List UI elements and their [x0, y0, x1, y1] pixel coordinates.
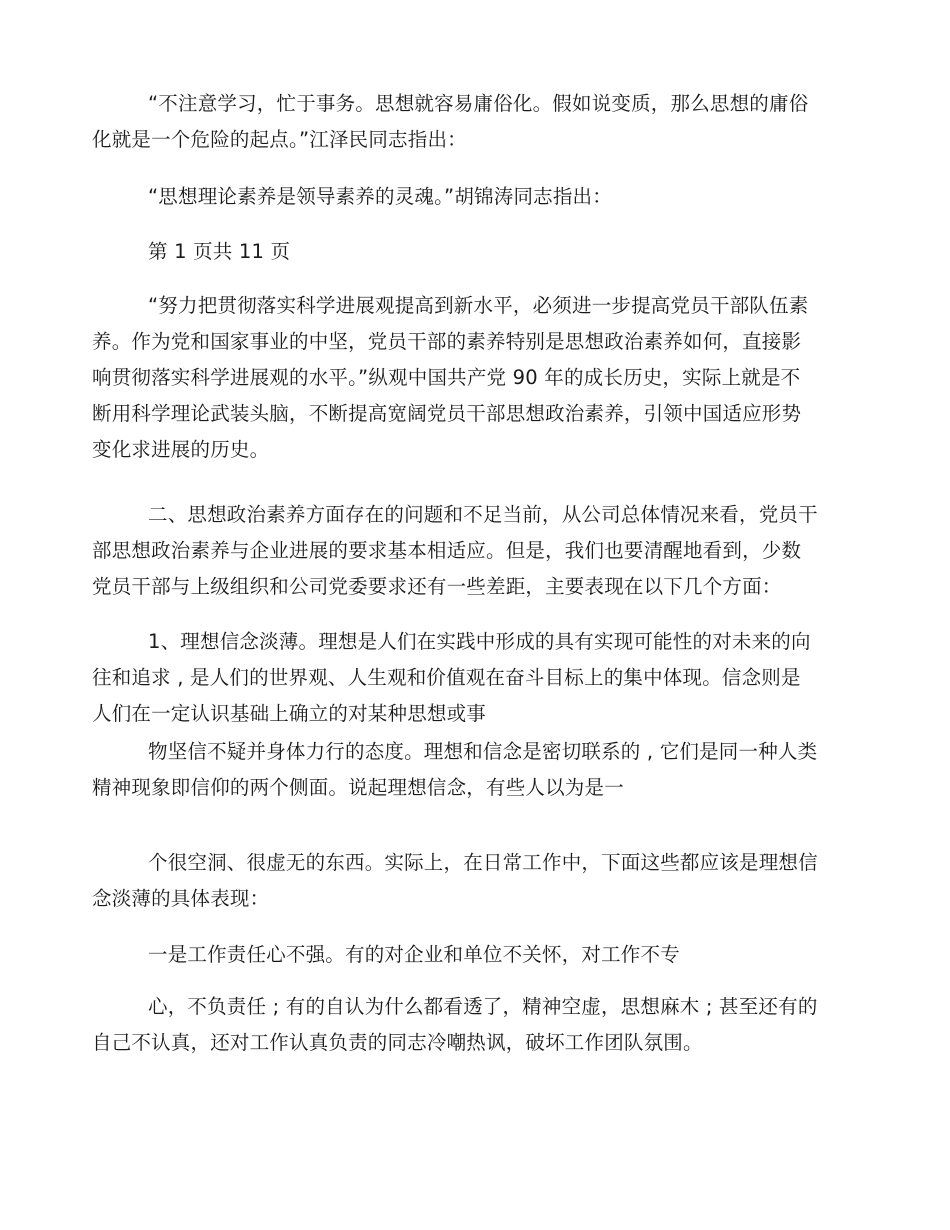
text-line: 党员干部与上级组织和公司党委要求还有一些差距，主要表现在以下几个方面： [92, 575, 782, 598]
text-line: 人们在一定认识基础上确立的对某种思想或事 [92, 702, 487, 725]
text-line: 二、思想政治素养方面存在的问题和不足当前，从公司总体情况来看，党员干 [148, 503, 818, 526]
paragraph-section-two [92, 497, 860, 605]
text-line: 一是工作责任心不强。有的对企业和单位不关怀，对工作不专 [148, 943, 680, 966]
text-line: 1、理想信念淡薄。理想是人们在实践中形成的具有实现可能性的对未来的向 [148, 630, 811, 653]
paragraph-scientific-development [92, 288, 860, 468]
text-line: 个很空洞、很虚无的东西。实际上，在日常工作中，下面这些都应该是理想信 [148, 851, 818, 874]
paragraph-responsibility [92, 937, 860, 973]
paragraph-concrete-manifestations [92, 845, 860, 917]
text-line: 精神现象即信仰的两个侧面。说起理想信念，有些人以为是一 [92, 776, 624, 799]
text-line: 往和追求 , 是人们的世界观、人生观和价值观在奋斗目标上的集中体现。信念则是 [92, 666, 801, 689]
text-line: “努力把贯彻落实科学进展观提高到新水平，必须进一步提高党员干部队伍素 [148, 294, 809, 317]
text-line: 养。作为党和国家事业的中坚，党员干部的素养特别是思想政治素养如何，直接影 [92, 330, 802, 353]
paragraph-hu-quote [92, 179, 860, 215]
text-line: 断用科学理论武装头脑，不断提高宽阔党员干部思想政治素养，引领中国适应形势 [92, 402, 802, 425]
text-line: 响贯彻落实科学进展观的水平。”纵观中国共产党 90 年的成长历史，实际上就是不 [92, 366, 801, 389]
text-line: 自己不认真，还对工作认真负责的同志冷嘲热讽，破坏工作团队氛围。 [92, 1031, 703, 1054]
text-line: 化就是一个危险的起点。”江泽民同志指出： [92, 128, 467, 151]
paragraph-irresponsibility [92, 989, 860, 1061]
paragraph-jiang-quote [92, 86, 860, 158]
text-line: “不注意学习，忙于事务。思想就容易庸俗化。假如说变质，那么思想的庸俗 [148, 92, 809, 115]
text-line: 物坚信不疑并身体力行的态度。理想和信念是密切联系的 , 它们是同一种人类 [148, 740, 818, 763]
text-line: 念淡薄的具体表现： [92, 887, 270, 910]
text-line: 变化求进展的历史。 [92, 438, 270, 461]
text-line: “思想理论素养是领导素养的灵魂。”胡锦涛同志指出： [148, 185, 612, 208]
text-line: 心，不负责任 ; 有的自认为什么都看透了，精神空虚，思想麻木 ; 甚至还有的 [148, 995, 818, 1018]
paragraph-belief-attitude [92, 734, 860, 806]
text-line: 第 1 页共 11 页 [148, 240, 291, 263]
paragraph-ideals-beliefs [92, 624, 860, 732]
page-number-text [92, 234, 860, 270]
text-line: 部思想政治素养与企业进展的要求基本相适应。但是，我们也要清醒地看到，少数 [92, 539, 802, 562]
